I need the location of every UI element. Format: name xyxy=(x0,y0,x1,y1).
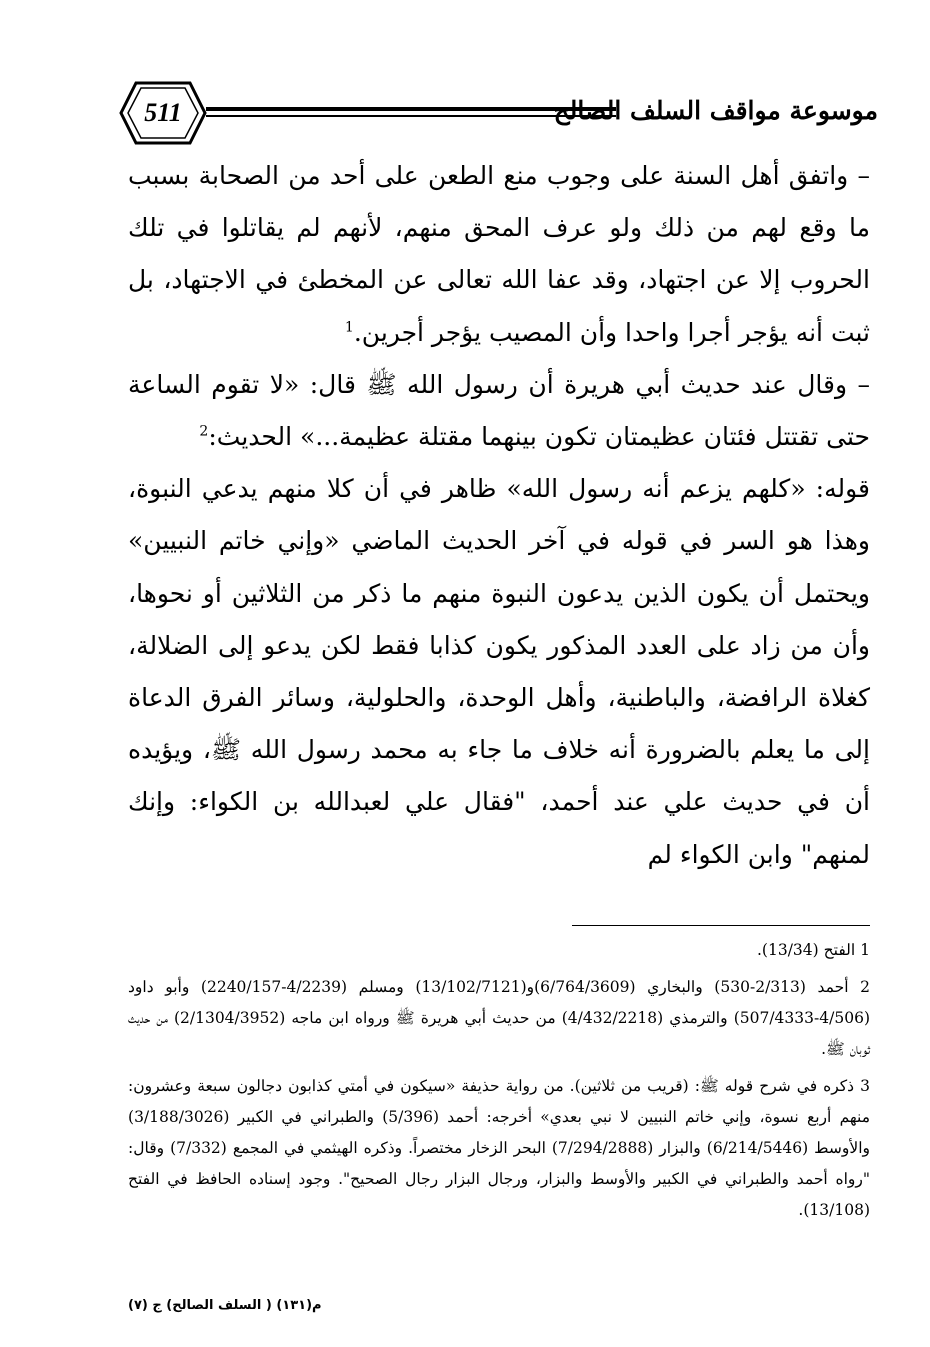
footnote-mark: 2 xyxy=(199,423,209,440)
footnote: 2 أحمد (2/313-530) والبخاري (6/764/3609)و(13/102/7121) ومسلم (4/2239-2240/157) وأبو داود (4/506-507/4333) والترمذي (4/432/2218) من حديث أبي هريرة ﷺ ورواه ابن ماجه (2/1304/3952) من حديث ثوبان ﷺ. xyxy=(128,978,870,1058)
printer-signature: م(١٣١) ( السلف الصالح) ج (٧) xyxy=(128,1298,322,1313)
body-text xyxy=(128,150,870,881)
series-title: موسوعة مواقف السلف الصالح xyxy=(553,96,878,125)
footnote-separator xyxy=(572,925,870,926)
page-header xyxy=(118,80,878,146)
footnote: 1 الفتح (13/34). xyxy=(757,941,870,959)
paragraph xyxy=(128,359,870,463)
paragraph xyxy=(128,463,870,881)
page-number: 511 xyxy=(144,98,182,127)
footnote: 3 ذكره في شرح قوله ﷺ: (قريب من ثلاثين). من رواية حذيفة «سيكون في أمتي كذابون دجالون سبعة وعشرون: منهم أربع نسوة، وإني خاتم النبيين لا نبي بعدي» أخرجه: أحمد (5/396) والطبراني في الكبير (3/188/3026) والأوسط (6/214/5446) والبزار (7/294/2888) البحر الزخار مختصراً. وذكره الهيثمي في المجمع (7/332) وقال: "رواه أحمد والطبراني في الكبير والأوسط والبزار، ورجال البزار رجال الصحيح". وجود إسناده الحافظ في الفتح (13/108). xyxy=(128,1077,871,1219)
footnotes xyxy=(128,935,870,1232)
footnote-mark: 1 xyxy=(344,319,354,336)
paragraph xyxy=(128,150,870,359)
paragraph-text: – واتفق أهل السنة على وجوب منع الطعن على أحد من الصحابة بسبب ما وقع لهم من ذلك ولو عرف المحق منهم، لأنهم لم يقاتلوا في تلك الحروب إلا عن اجتهاد، وقد عفا الله تعالى عن المخطئ في الاجتهاد، بل ثبت أنه يؤجر أجرا واحدا وأن المصيب يؤجر أجرين. xyxy=(128,161,870,347)
paragraph-text: قوله: «كلهم يزعم أنه رسول الله» ظاهر في أن كلا منهم يدعي النبوة، وهذا هو السر في قوله في آخر الحديث الماضي «وإني خاتم النبيين» ويحتمل أن يكون الذين يدعون النبوة منهم ما ذكر من الثلاثين أو نحوها، وأن من زاد على العدد المذكور يكون كذابا فقط لكن يدعو إلى الضلالة، كغلاة الرافضة، والباطنية، وأهل الوحدة، والحلولية، وسائر الفرق الدعاة إلى ما يعلم بالضرورة أنه خلاف ما جاء به محمد رسول الله ﷺ، ويؤيده أن في حديث علي عند أحمد، "فقال علي لعبدالله بن الكواء: وإنك لمنهم" وابن الكواء لم xyxy=(128,474,871,869)
page-number-badge xyxy=(118,80,208,146)
paragraph-text: – وقال عند حديث أبي هريرة أن رسول الله ﷺ قال: «لا تقوم الساعة حتى تقتتل فئتان عظيمتان تكون بينهما مقتلة عظيمة...» الحديث: xyxy=(128,369,870,452)
